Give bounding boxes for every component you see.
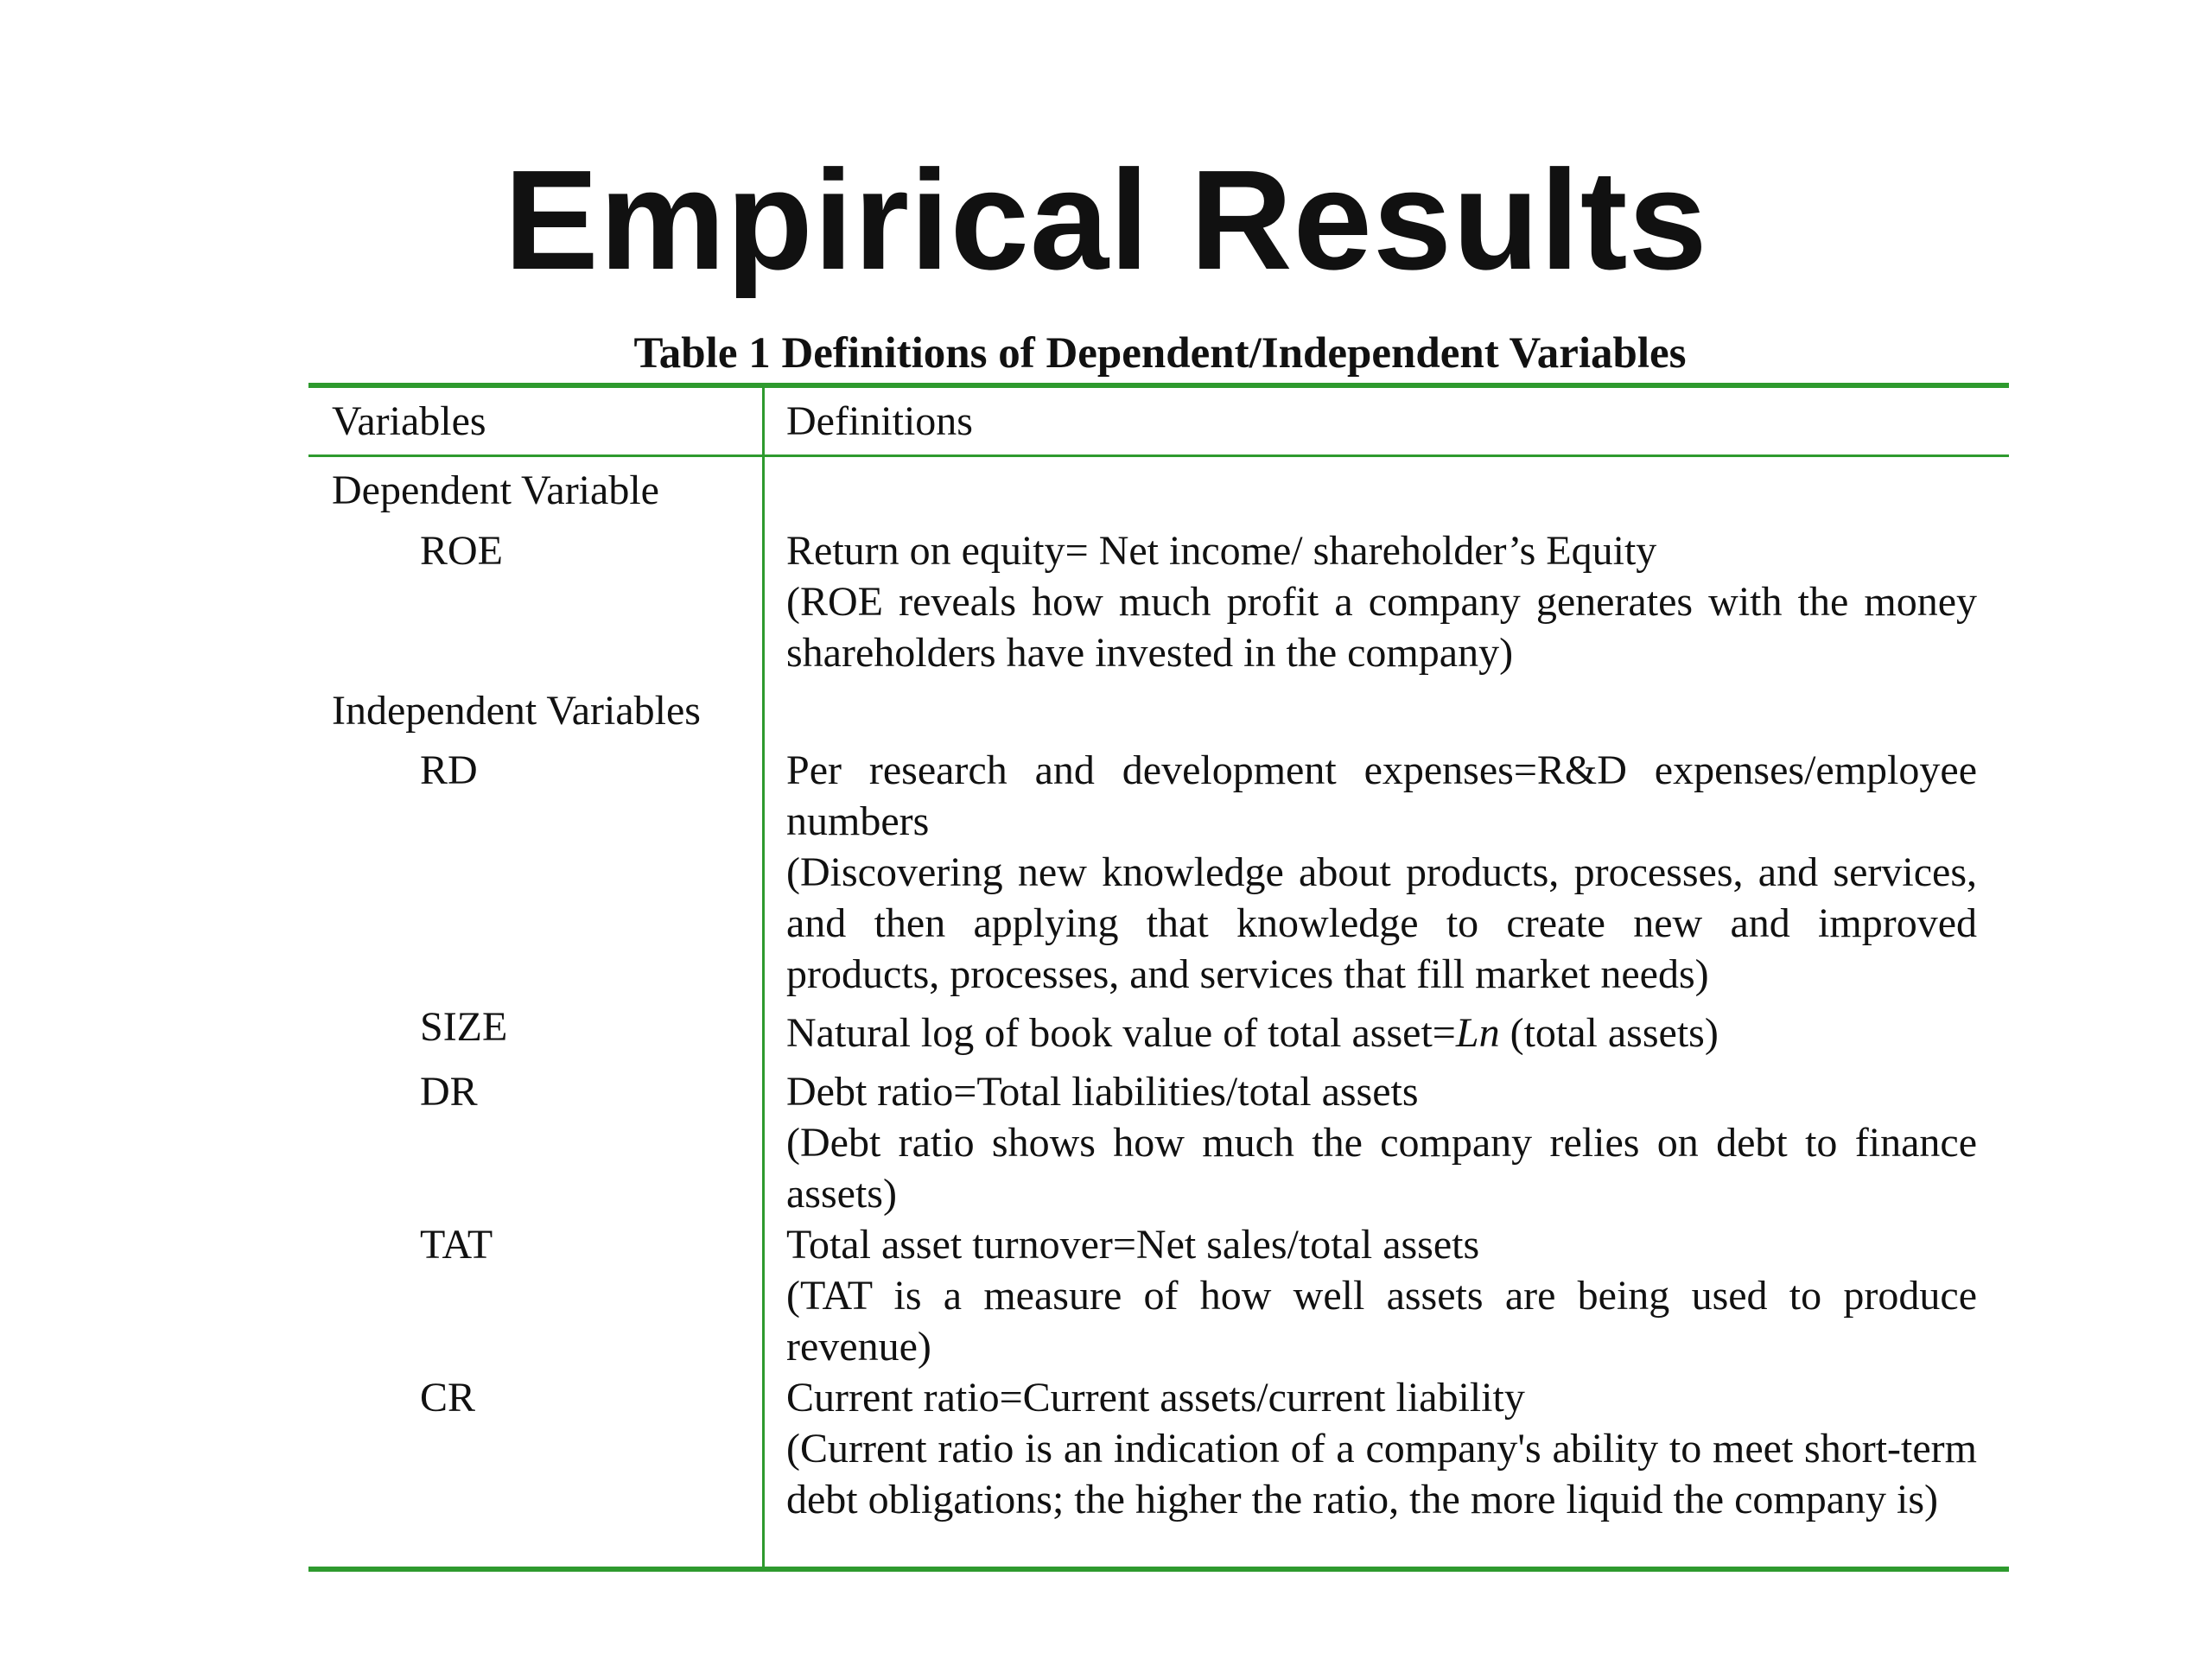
table-header-rule: [308, 454, 2009, 457]
definition-size-formula-suffix: (total assets): [1499, 1010, 1719, 1056]
definition-size: [786, 1007, 1977, 1058]
definition-tat: [786, 1219, 1977, 1372]
definition-cr: [786, 1372, 1977, 1525]
definition-roe-formula: Return on equity= Net income/ shareholder’s Equity: [786, 528, 1657, 574]
definition-cr-formula: Current ratio=Current assets/current liability: [786, 1375, 1525, 1421]
table-column-divider: [762, 385, 765, 1569]
table-bottom-rule: [308, 1567, 2009, 1572]
group-label-dependent: Dependent Variable: [332, 467, 659, 513]
definition-roe-note: (ROE reveals how much profit a company generates with the money shareholders have invested in the company): [786, 579, 1977, 676]
definition-rd: [786, 745, 1977, 1000]
definition-rd-formula: Per research and development expenses=R&D expenses/employee numbers: [786, 747, 1977, 844]
column-header-definitions: Definitions: [786, 398, 973, 444]
group-label-independent: Independent Variables: [332, 688, 701, 734]
definition-tat-note: (TAT is a measure of how well assets are being used to produce revenue): [786, 1273, 1977, 1370]
definition-dr-note: (Debt ratio shows how much the company relies on debt to finance assets): [786, 1120, 1977, 1217]
definition-dr-formula: Debt ratio=Total liabilities/total assets: [786, 1069, 1419, 1115]
definition-cr-note: (Current ratio is an indication of a company's ability to meet short-term debt obligations; the higher the ratio, the more liquid the company is): [786, 1426, 1977, 1522]
variable-cr: CR: [420, 1375, 476, 1421]
variable-tat: TAT: [420, 1222, 493, 1268]
definition-size-formula-italic: Ln: [1455, 1010, 1500, 1056]
definition-rd-note: (Discovering new knowledge about products, processes, and services, and then applying that knowledge to create new and improved products, processes, and services that fill market needs): [786, 849, 1977, 997]
table-top-rule: [308, 383, 2009, 388]
definition-roe: [786, 525, 1977, 678]
definition-dr: [786, 1066, 1977, 1219]
definition-tat-formula: Total asset turnover=Net sales/total assets: [786, 1222, 1480, 1268]
variable-rd: RD: [420, 747, 478, 793]
variable-roe: ROE: [420, 528, 503, 574]
variable-dr: DR: [420, 1069, 478, 1115]
variable-size: SIZE: [420, 1004, 508, 1050]
definition-size-formula-prefix: Natural log of book value of total asset=: [786, 1010, 1456, 1056]
table-caption: Table 1 Definitions of Dependent/Independent Variables: [633, 329, 1687, 378]
definition-size-formula: [786, 1007, 1977, 1058]
slide-title: Empirical Results: [504, 141, 1708, 299]
column-header-variables: Variables: [332, 398, 486, 444]
